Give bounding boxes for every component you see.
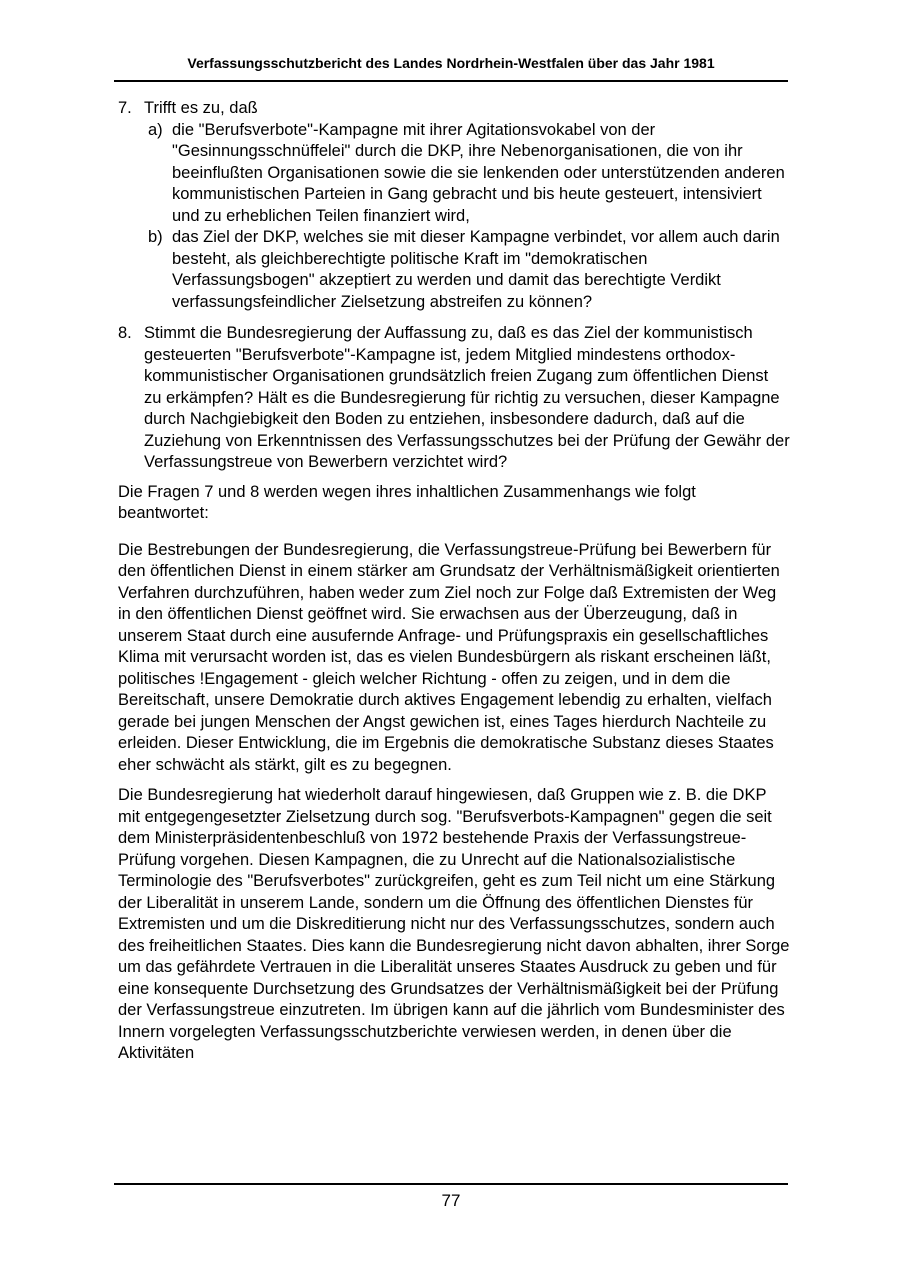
question-7-intro: Trifft es zu, daß — [144, 99, 258, 117]
page-number: 77 — [441, 1191, 461, 1210]
answer-paragraph-2: Die Bundesregierung hat wiederholt darauf hingewiesen, daß Gruppen wie z. B. die DKP mit entgegengesetzter Zielsetzung durch sog. "Berufsverbots-Kampagnen" gegen die seit dem Ministerpräsidentenbeschluß von 1972 bestehende Praxis der Verfassungstreue-Prüfung vorgehen. Diesen Kampagnen, die zu Unrecht auf die Nationalsozialistische Terminologie des "Berufsverbotes" zurückgreifen, geht es zum Teil nicht um eine Stärkung der Liberalität in unserem Lande, sondern um die Öffnung des öffentlichen Dienstes für Extremisten und um die Diskreditierung nicht nur des Verfassungsschutzes, sondern auch des freiheitlichen Staates. Dies kann die Bundesregierung nicht davon abhalten, ihrer Sorge um das gefährdete Vertrauen in die Liberalität unseres Staates Ausdruck zu geben und für eine konsequente Durchsetzung des Grundsatzes der Verhältnismäßigkeit bei der Prüfung der Verfassungstreue einzutreten. Im übrigen kann auf die jährlich vom Bundesminister des Innern vorgelegten Verfassungsschutzberichte verwiesen werden, in denen über die Aktivitäten — [118, 786, 790, 1062]
question-8-number: 8. — [118, 324, 132, 342]
question-7-item-b — [148, 227, 790, 313]
question-8 — [118, 323, 790, 474]
question-8-text: Stimmt die Bundesregierung der Auffassung zu, daß es das Ziel der kommunistisch gesteuerten "Berufsverbote"-Kampagne ist, jedem Mitglied mindestens orthodox-kommunistischer Organisationen grundsätzlich freien Zugang zum öffentlichen Dienst zu erkämpfen? Hält es die Bundesregierung für richtig zu versuchen, dieser Kampagne durch Nachgiebigkeit den Boden zu entziehen, insbesondere dadurch, daß auf die Zuziehung von Erkenntnissen des Verfassungsschutzes bei der Prüfung der Gewähr der Verfassungstreue von Bewerbern verzichtet wird? — [144, 324, 790, 471]
answer-paragraph-1: Die Bestrebungen der Bundesregierung, die Verfassungstreue-Prüfung bei Bewerbern für den öffentlichen Dienst in einem stärker am Grundsatz der Verhältnismäßigkeit orientierten Verfahren durchzuführen, haben weder zum Ziel noch zur Folge daß Extremisten der Weg in den öffentlichen Dienst geöffnet wird. Sie erwachsen aus der Überzeugung, daß in unserem Staat durch eine ausufernde Anfrage- und Prüfungspraxis ein gesellschaftliches Klima mit verursacht worden ist, das es vielen Bundesbürgern als riskant erscheinen läßt, politisches !Engagement - gleich welcher Richtung - offen zu zeigen, und in dem die Bereitschaft, unsere Demokratie durch aktives Engagement lebendig zu erhalten, vielfach gerade bei jungen Menschen der Angst gewichen ist, eines Tages hierdurch Nachteile zu erleiden. Dieser Entwicklung, die im Ergebnis die demokratische Substanz dieses Staates eher schwächt als stärkt, gilt es zu begegnen. — [118, 540, 780, 774]
question-7 — [118, 98, 790, 313]
question-7-item-a — [148, 120, 790, 228]
answer-intro-paragraph: Die Fragen 7 und 8 werden wegen ihres inhaltlichen Zusammenhangs wie folgt beantwortet: — [118, 482, 696, 522]
question-7-item-b-label: b) — [148, 228, 163, 246]
question-7-item-a-label: a) — [148, 120, 163, 139]
header-rule — [114, 80, 788, 82]
page-header — [114, 54, 788, 82]
report-title: Verfassungsschutzbericht des Landes Nordrhein-Westfalen über das Jahr 1981 — [187, 55, 715, 71]
document-body — [118, 98, 790, 1065]
question-7-body — [144, 98, 790, 313]
question-7-item-a-text: die "Berufsverbote"-Kampagne mit ihrer Agitationsvokabel von der "Gesinnungsschnüffelei" durch die DKP, ihre Nebenorganisationen, die von ihr beeinflußten Organisationen sowie die sie lenkenden oder unterstützenden anderen kommunistischen Parteien in Gang gebracht und bis heute gesteuert, intensiviert und zu erheblichen Teilen finanziert wird, — [172, 120, 785, 225]
question-7-item-b-text: das Ziel der DKP, welches sie mit dieser Kampagne verbindet, vor allem auch darin besteht, als gleichberechtigte politische Kraft im "demokratischen Verfassungsbogen" akzeptiert zu werden und damit das berechtigte Verdikt verfassungsfeindlicher Zielsetzung abstreifen zu können? — [172, 228, 780, 311]
footer-rule — [114, 1183, 788, 1185]
question-7-number: 7. — [118, 99, 132, 117]
